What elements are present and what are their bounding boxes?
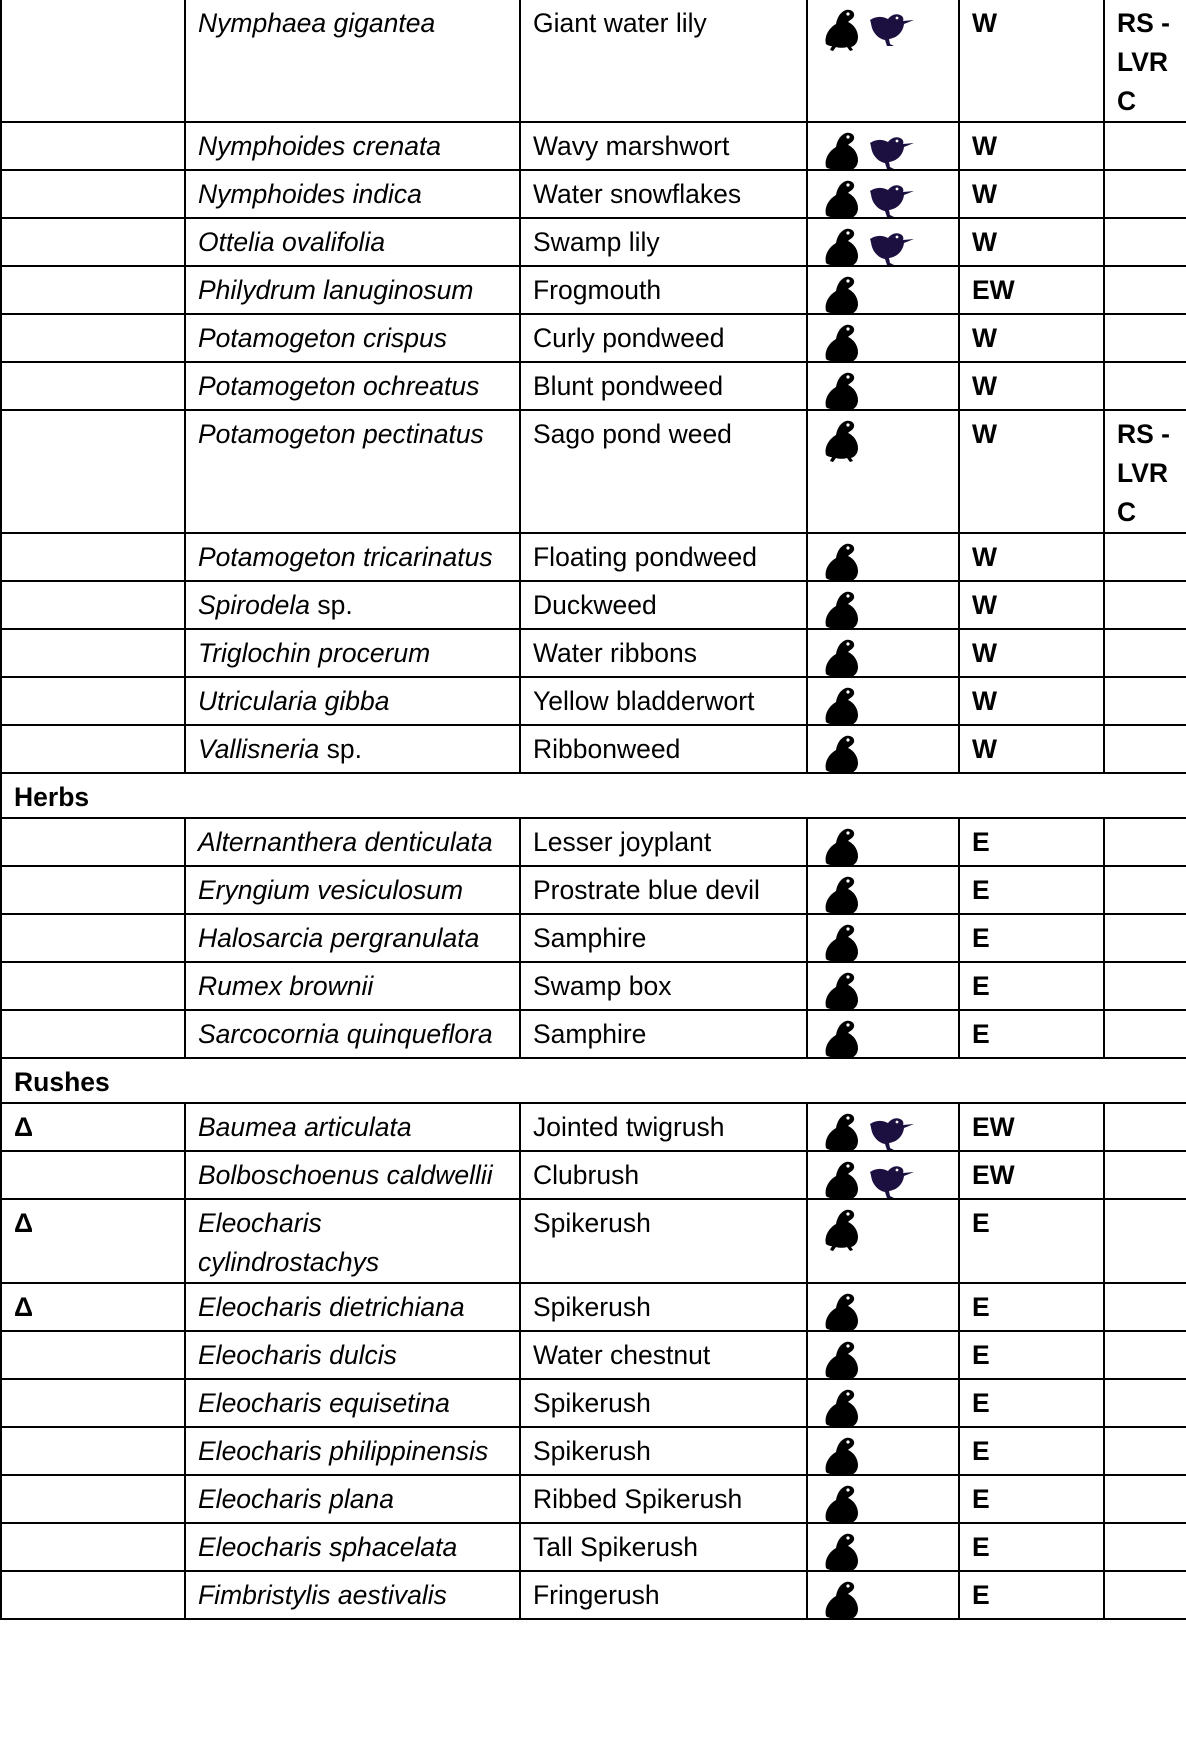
native-mark-cell: Δ (1, 1283, 185, 1331)
habitat-code-cell: E (959, 1010, 1104, 1058)
table-row (1, 0, 1186, 122)
habitat-icons (820, 732, 950, 772)
scientific-name-cell (185, 170, 520, 218)
frog-icon (820, 369, 862, 410)
native-mark-cell (1, 866, 185, 914)
native-mark-cell (1, 1427, 185, 1475)
frog-icon (820, 417, 862, 463)
section-heading: Rushes (1, 1058, 1186, 1103)
bird-icon (866, 129, 916, 170)
common-name-cell: Tall Spikerush (520, 1523, 807, 1571)
habitat-icons-cell (807, 629, 959, 677)
common-name-cell: Spikerush (520, 1379, 807, 1427)
habitat-icons (820, 1017, 950, 1057)
habitat-icons (820, 540, 950, 580)
scientific-name: Nymphaea gigantea (198, 8, 436, 38)
scientific-name-cell (185, 1427, 520, 1475)
common-name-cell: Sago pond weed (520, 410, 807, 533)
habitat-icons (820, 1530, 950, 1570)
habitat-code-cell: W (959, 725, 1104, 773)
scientific-name: Potamogeton pectinatus (198, 419, 484, 449)
table-row (1, 914, 1186, 962)
native-mark-cell (1, 1151, 185, 1199)
status-code-cell (1104, 581, 1186, 629)
status-code-cell (1104, 1103, 1186, 1151)
scientific-name-cell (185, 962, 520, 1010)
habitat-code-cell: E (959, 1475, 1104, 1523)
scientific-name: Halosarcia pergranulata (198, 923, 480, 953)
native-mark-cell (1, 914, 185, 962)
frog-icon (820, 873, 862, 914)
table-row (1, 410, 1186, 533)
habitat-code-cell: E (959, 1571, 1104, 1619)
table-row (1, 362, 1186, 410)
native-mark-cell (1, 314, 185, 362)
status-code-cell (1104, 1283, 1186, 1331)
scientific-name-cell (185, 677, 520, 725)
scientific-name: Eryngium vesiculosum (198, 875, 464, 905)
native-mark-cell (1, 1331, 185, 1379)
table-row (1, 314, 1186, 362)
habitat-code-cell: W (959, 629, 1104, 677)
habitat-icons-cell (807, 866, 959, 914)
habitat-icons-cell (807, 0, 959, 122)
scientific-name-cell (185, 1475, 520, 1523)
status-code-cell (1104, 818, 1186, 866)
scientific-name-cell (185, 1283, 520, 1331)
habitat-icons (820, 1110, 950, 1150)
habitat-code-cell: E (959, 1331, 1104, 1379)
section-row (1, 1058, 1186, 1103)
scientific-name: Eleocharis plana (198, 1484, 394, 1514)
common-name-cell: Ribbed Spikerush (520, 1475, 807, 1523)
frog-icon (820, 1434, 862, 1475)
table-row (1, 218, 1186, 266)
scientific-name: Triglochin procerum (198, 638, 431, 668)
scientific-name: Bolboschoenus caldwellii (198, 1160, 493, 1190)
table-row (1, 1427, 1186, 1475)
status-code-cell (1104, 1379, 1186, 1427)
scientific-name-cell (185, 1103, 520, 1151)
native-mark-cell (1, 962, 185, 1010)
habitat-code-cell: EW (959, 1151, 1104, 1199)
habitat-icons-cell (807, 1379, 959, 1427)
habitat-code-cell: E (959, 1379, 1104, 1427)
habitat-icons (820, 177, 950, 217)
common-name-cell: Prostrate blue devil (520, 866, 807, 914)
status-code-cell (1104, 629, 1186, 677)
table-row (1, 962, 1186, 1010)
habitat-code-cell: W (959, 218, 1104, 266)
frog-icon (820, 321, 862, 362)
scientific-name-cell (185, 0, 520, 122)
status-code-cell (1104, 914, 1186, 962)
frog-icon (820, 969, 862, 1010)
common-name-cell: Samphire (520, 914, 807, 962)
habitat-icons-cell (807, 1523, 959, 1571)
table-row (1, 866, 1186, 914)
habitat-icons-cell (807, 914, 959, 962)
table-row (1, 266, 1186, 314)
habitat-code-cell: EW (959, 266, 1104, 314)
common-name-cell: Spikerush (520, 1283, 807, 1331)
frog-icon (820, 1578, 862, 1619)
habitat-icons (820, 1206, 950, 1246)
frog-icon (820, 636, 862, 677)
habitat-code-cell: W (959, 0, 1104, 122)
status-code-cell (1104, 725, 1186, 773)
native-mark-cell (1, 410, 185, 533)
status-code-cell: RS - LVR C (1104, 0, 1186, 122)
scientific-name: Eleocharis cylindrostachys (198, 1208, 380, 1277)
scientific-name: Nymphoides indica (198, 179, 422, 209)
native-mark-cell (1, 1010, 185, 1058)
frog-icon (820, 6, 862, 52)
common-name-cell: Spikerush (520, 1427, 807, 1475)
scientific-name-cell (185, 314, 520, 362)
scientific-name: Ottelia ovalifolia (198, 227, 386, 257)
table-row (1, 533, 1186, 581)
habitat-icons-cell (807, 1010, 959, 1058)
common-name-cell: Giant water lily (520, 0, 807, 122)
scientific-name: Eleocharis equisetina (198, 1388, 450, 1418)
frog-icon (820, 732, 862, 773)
status-code-cell (1104, 962, 1186, 1010)
status-code-cell (1104, 1523, 1186, 1571)
common-name-cell: Duckweed (520, 581, 807, 629)
table-row (1, 581, 1186, 629)
scientific-name: Eleocharis sphacelata (198, 1532, 458, 1562)
status-code-cell (1104, 1475, 1186, 1523)
habitat-icons-cell (807, 362, 959, 410)
frog-icon (820, 225, 862, 266)
scientific-name-cell (185, 266, 520, 314)
common-name-cell: Swamp lily (520, 218, 807, 266)
habitat-icons-cell (807, 1199, 959, 1283)
habitat-code-cell: W (959, 170, 1104, 218)
status-code-cell (1104, 1331, 1186, 1379)
common-name-cell: Fringerush (520, 1571, 807, 1619)
table-row (1, 677, 1186, 725)
scientific-name-cell (185, 725, 520, 773)
bird-icon (866, 6, 916, 52)
habitat-icons-cell (807, 533, 959, 581)
scientific-name: Potamogeton ochreatus (198, 371, 480, 401)
habitat-icons (820, 921, 950, 961)
habitat-code-cell: EW (959, 1103, 1104, 1151)
habitat-icons-cell (807, 170, 959, 218)
common-name-cell: Wavy marshwort (520, 122, 807, 170)
habitat-icons-cell (807, 818, 959, 866)
habitat-icons-cell (807, 1103, 959, 1151)
status-code-cell (1104, 170, 1186, 218)
status-code-cell (1104, 314, 1186, 362)
status-code-cell (1104, 362, 1186, 410)
scientific-name: Spirodela (198, 590, 310, 620)
frog-icon (820, 1386, 862, 1427)
table-row (1, 1199, 1186, 1283)
scientific-name-cell (185, 1010, 520, 1058)
section-heading: Herbs (1, 773, 1186, 818)
status-code-cell: RS - LVR C (1104, 410, 1186, 533)
scientific-name: Potamogeton crispus (198, 323, 447, 353)
scientific-name: Eleocharis philippinensis (198, 1436, 489, 1466)
scientific-name: Rumex brownii (198, 971, 374, 1001)
status-code-cell (1104, 1010, 1186, 1058)
habitat-code-cell: W (959, 314, 1104, 362)
scientific-name: Potamogeton tricarinatus (198, 542, 493, 572)
scientific-name-cell (185, 581, 520, 629)
habitat-code-cell: W (959, 677, 1104, 725)
table-row (1, 1103, 1186, 1151)
frog-icon (820, 1482, 862, 1523)
frog-icon (820, 1290, 862, 1331)
status-code-cell (1104, 533, 1186, 581)
habitat-icons-cell (807, 266, 959, 314)
common-name-cell: Lesser joyplant (520, 818, 807, 866)
common-name-cell: Water snowflakes (520, 170, 807, 218)
species-table-body (1, 0, 1186, 1619)
common-name-cell: Curly pondweed (520, 314, 807, 362)
scientific-name-suffix: sp. (319, 734, 362, 764)
habitat-code-cell: E (959, 914, 1104, 962)
table-row (1, 818, 1186, 866)
table-row (1, 1151, 1186, 1199)
habitat-icons-cell (807, 314, 959, 362)
native-mark-cell (1, 170, 185, 218)
table-row (1, 1475, 1186, 1523)
habitat-icons (820, 825, 950, 865)
habitat-icons (820, 969, 950, 1009)
habitat-icons-cell (807, 1427, 959, 1475)
scientific-name: Vallisneria (198, 734, 320, 764)
habitat-icons-cell (807, 1331, 959, 1379)
scientific-name-cell (185, 914, 520, 962)
common-name-cell: Jointed twigrush (520, 1103, 807, 1151)
table-row (1, 1283, 1186, 1331)
scientific-name-cell (185, 122, 520, 170)
habitat-code-cell: E (959, 818, 1104, 866)
habitat-icons-cell (807, 725, 959, 773)
habitat-icons (820, 129, 950, 169)
habitat-icons-cell (807, 677, 959, 725)
native-mark-cell (1, 581, 185, 629)
habitat-icons (820, 1338, 950, 1378)
native-mark-cell (1, 533, 185, 581)
habitat-icons (820, 1578, 950, 1618)
habitat-icons-cell (807, 1151, 959, 1199)
habitat-code-cell: E (959, 1427, 1104, 1475)
scientific-name-cell (185, 1523, 520, 1571)
native-mark-cell (1, 1523, 185, 1571)
habitat-icons-cell (807, 1571, 959, 1619)
habitat-icons (820, 1434, 950, 1474)
scientific-name-cell (185, 410, 520, 533)
habitat-icons-cell (807, 122, 959, 170)
frog-icon (820, 177, 862, 218)
scientific-name-cell (185, 629, 520, 677)
habitat-code-cell: E (959, 866, 1104, 914)
common-name-cell: Spikerush (520, 1199, 807, 1283)
native-mark-cell (1, 818, 185, 866)
common-name-cell: Floating pondweed (520, 533, 807, 581)
bird-icon (866, 1110, 916, 1151)
native-mark-cell (1, 629, 185, 677)
table-row (1, 170, 1186, 218)
common-name-cell: Samphire (520, 1010, 807, 1058)
section-row (1, 773, 1186, 818)
common-name-cell: Frogmouth (520, 266, 807, 314)
native-mark-cell (1, 122, 185, 170)
habitat-code-cell: E (959, 1523, 1104, 1571)
scientific-name: Eleocharis dietrichiana (198, 1292, 465, 1322)
frog-icon (820, 1206, 862, 1252)
habitat-icons-cell (807, 218, 959, 266)
scientific-name-cell (185, 866, 520, 914)
native-mark-cell (1, 725, 185, 773)
habitat-icons (820, 321, 950, 361)
native-mark-cell (1, 266, 185, 314)
scientific-name: Baumea articulata (198, 1112, 412, 1142)
common-name-cell: Yellow bladderwort (520, 677, 807, 725)
frog-icon (820, 1110, 862, 1151)
habitat-icons (820, 636, 950, 676)
native-mark-cell (1, 1571, 185, 1619)
common-name-cell: Ribbonweed (520, 725, 807, 773)
scientific-name: Utricularia gibba (198, 686, 390, 716)
native-mark-cell: Δ (1, 1199, 185, 1283)
status-code-cell (1104, 266, 1186, 314)
native-mark-cell (1, 362, 185, 410)
scientific-name-cell (185, 1199, 520, 1283)
habitat-code-cell: E (959, 1283, 1104, 1331)
status-code-cell (1104, 122, 1186, 170)
status-code-cell (1104, 1151, 1186, 1199)
table-row (1, 1331, 1186, 1379)
bird-icon (866, 177, 916, 218)
habitat-icons (820, 588, 950, 628)
habitat-icons (820, 6, 950, 46)
habitat-code-cell: W (959, 122, 1104, 170)
scientific-name-cell (185, 218, 520, 266)
habitat-icons-cell (807, 410, 959, 533)
habitat-icons (820, 369, 950, 409)
common-name-cell: Clubrush (520, 1151, 807, 1199)
scientific-name: Nymphoides crenata (198, 131, 442, 161)
frog-icon (820, 1338, 862, 1379)
frog-icon (820, 129, 862, 170)
scientific-name-cell (185, 1379, 520, 1427)
status-code-cell (1104, 677, 1186, 725)
scientific-name-cell (185, 533, 520, 581)
frog-icon (820, 1017, 862, 1058)
status-code-cell (1104, 1199, 1186, 1283)
scientific-name-cell (185, 362, 520, 410)
habitat-icons-cell (807, 581, 959, 629)
habitat-code-cell: W (959, 362, 1104, 410)
native-mark-cell (1, 218, 185, 266)
scientific-name: Fimbristylis aestivalis (198, 1580, 447, 1610)
status-code-cell (1104, 866, 1186, 914)
native-mark-cell: Δ (1, 1103, 185, 1151)
status-code-cell (1104, 1427, 1186, 1475)
habitat-icons (820, 1386, 950, 1426)
scientific-name-cell (185, 1151, 520, 1199)
habitat-icons-cell (807, 1475, 959, 1523)
habitat-code-cell: E (959, 962, 1104, 1010)
common-name-cell: Water chestnut (520, 1331, 807, 1379)
scientific-name: Alternanthera denticulata (198, 827, 493, 857)
habitat-icons (820, 417, 950, 457)
native-mark-cell (1, 0, 185, 122)
table-row (1, 1010, 1186, 1058)
status-code-cell (1104, 1571, 1186, 1619)
frog-icon (820, 921, 862, 962)
native-mark-cell (1, 1475, 185, 1523)
habitat-icons (820, 873, 950, 913)
frog-icon (820, 588, 862, 629)
native-mark-cell (1, 1379, 185, 1427)
common-name-cell: Water ribbons (520, 629, 807, 677)
table-row (1, 1379, 1186, 1427)
frog-icon (820, 1158, 862, 1199)
habitat-icons (820, 1290, 950, 1330)
table-row (1, 1523, 1186, 1571)
common-name-cell: Blunt pondweed (520, 362, 807, 410)
bird-icon (866, 225, 916, 266)
scientific-name-cell (185, 1331, 520, 1379)
status-code-cell (1104, 218, 1186, 266)
table-row (1, 1571, 1186, 1619)
habitat-code-cell: E (959, 1199, 1104, 1283)
habitat-code-cell: W (959, 581, 1104, 629)
habitat-icons (820, 225, 950, 265)
habitat-icons-cell (807, 962, 959, 1010)
habitat-icons (820, 1158, 950, 1198)
frog-icon (820, 825, 862, 866)
habitat-code-cell: W (959, 410, 1104, 533)
habitat-icons (820, 1482, 950, 1522)
bird-icon (866, 1158, 916, 1199)
habitat-icons (820, 684, 950, 724)
scientific-name: Sarcocornia quinqueflora (198, 1019, 493, 1049)
scientific-name-cell (185, 818, 520, 866)
frog-icon (820, 684, 862, 725)
scientific-name-cell (185, 1571, 520, 1619)
table-row (1, 629, 1186, 677)
habitat-icons (820, 273, 950, 313)
table-row (1, 122, 1186, 170)
frog-icon (820, 540, 862, 581)
scientific-name: Eleocharis dulcis (198, 1340, 397, 1370)
native-mark-cell (1, 677, 185, 725)
habitat-code-cell: W (959, 533, 1104, 581)
common-name-cell: Swamp box (520, 962, 807, 1010)
frog-icon (820, 1530, 862, 1571)
scientific-name: Philydrum lanuginosum (198, 275, 474, 305)
frog-icon (820, 273, 862, 314)
scientific-name-suffix: sp. (309, 590, 353, 620)
habitat-icons-cell (807, 1283, 959, 1331)
table-row (1, 725, 1186, 773)
